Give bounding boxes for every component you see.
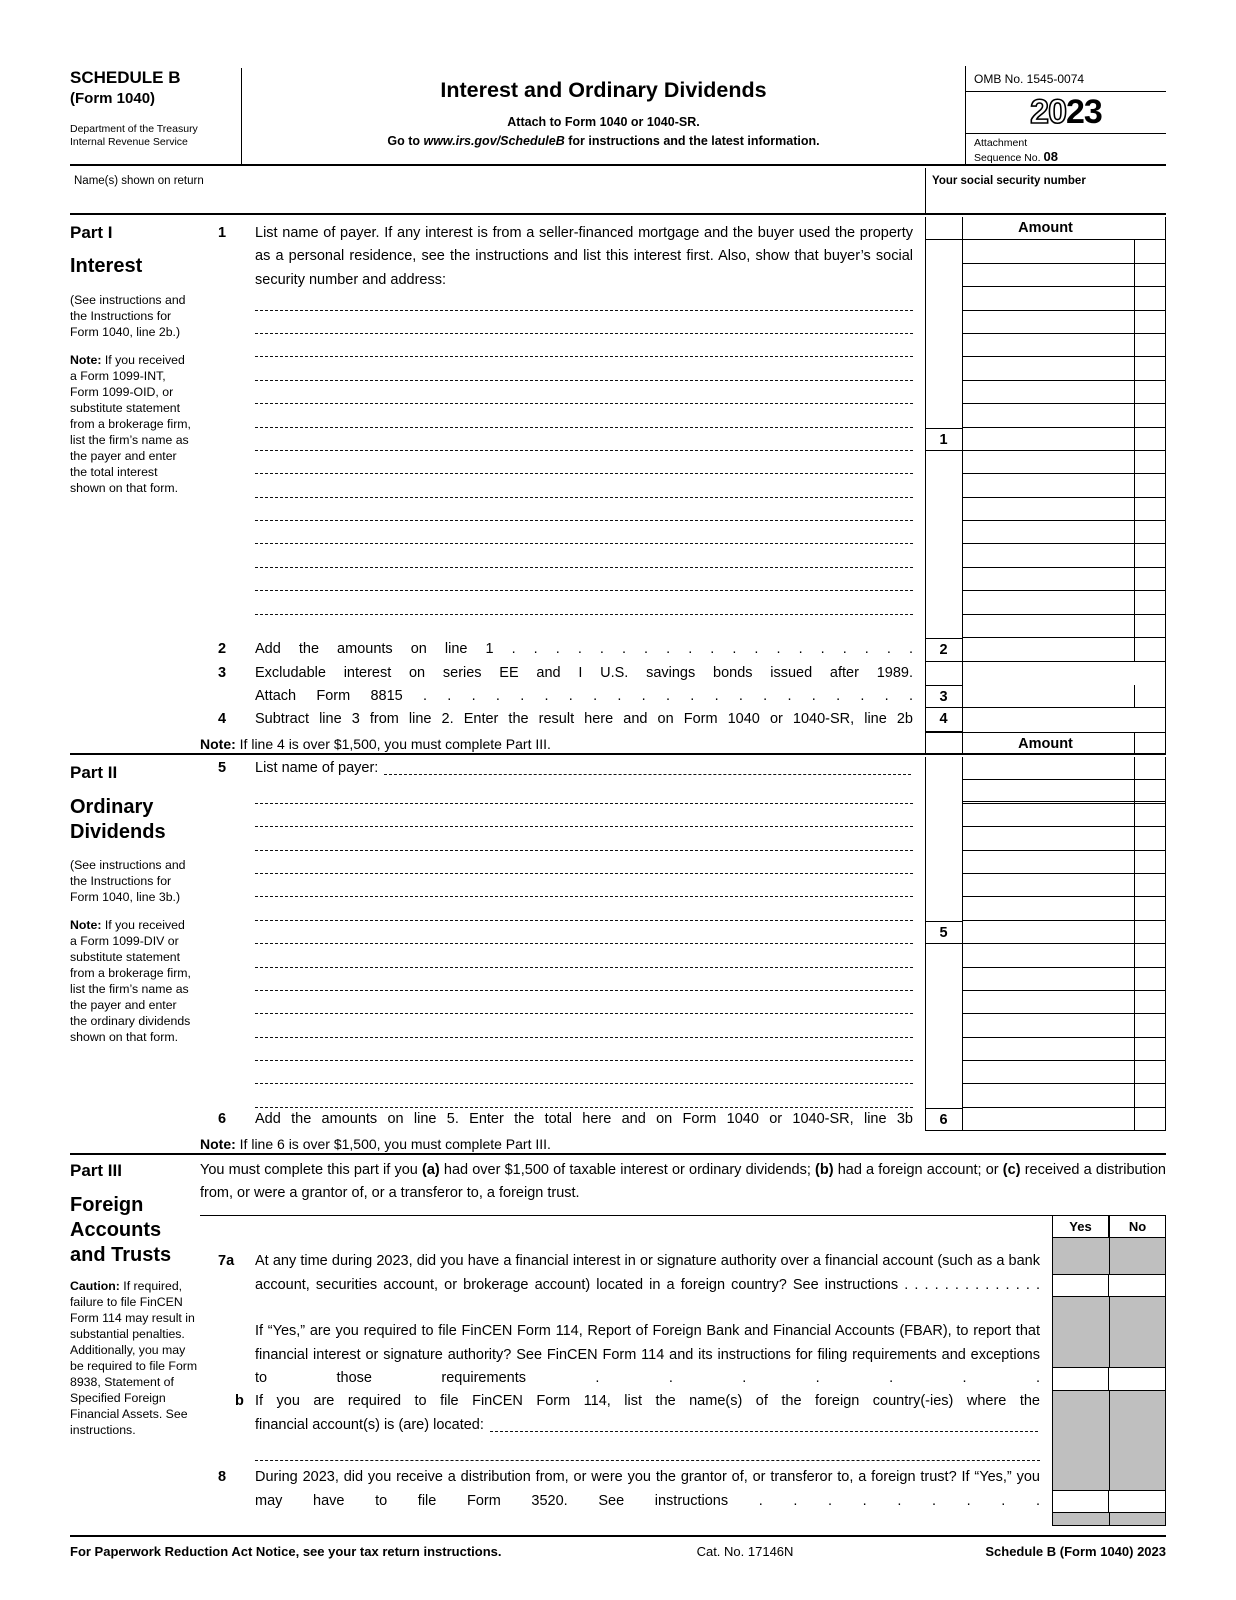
part1-payer-entry-line[interactable] xyxy=(255,474,913,497)
line3-text xyxy=(255,662,913,709)
line6-text: Add the amounts on line 5. Enter the total here and on Form 1040 or 1040-SR, line 3b xyxy=(255,1111,913,1127)
goto-suffix: for instructions and the latest information. xyxy=(564,134,820,148)
part2-payer-entry-line[interactable] xyxy=(255,1061,913,1084)
question-7a-row xyxy=(218,1250,1166,1297)
line1-amount-cell[interactable] xyxy=(962,615,1166,638)
question-8-text: During 2023, did you receive a distribution from, or were you the grantor of, or transferor to, a foreign trust? If “Yes,” you may have to file Form 3520. See instructions . . . . . . . . . xyxy=(255,1469,1040,1509)
form-footer xyxy=(70,1544,1166,1564)
line5-amount-cell[interactable] xyxy=(962,827,1166,850)
part2-payer-lines xyxy=(255,780,913,1107)
line4-row xyxy=(218,708,913,731)
form-id-footer: Schedule B (Form 1040) 2023 xyxy=(985,1544,1166,1559)
part3-section xyxy=(70,1157,1166,1537)
form-title-block xyxy=(242,66,965,166)
part1-payer-entry-line[interactable] xyxy=(255,311,913,334)
part2-payer-entry-line[interactable] xyxy=(255,874,913,897)
line7a-number: 7a xyxy=(218,1253,235,1270)
part3-questions xyxy=(70,1238,1166,1526)
line1-amount-cell[interactable] xyxy=(962,474,1166,497)
amount-spacer-cell[interactable] xyxy=(962,685,1166,708)
line4-number: 4 xyxy=(218,711,227,728)
part1-payer-entry-line[interactable] xyxy=(255,521,913,544)
part2-payer-entry-line[interactable] xyxy=(255,897,913,920)
part2-payer-entry-line[interactable] xyxy=(255,921,913,944)
line3-amount-label: 3 xyxy=(925,685,962,708)
part3-caution-label: Caution: xyxy=(70,1279,120,1293)
tax-year xyxy=(966,92,1166,134)
ssn-label: Your social security number xyxy=(932,175,1086,187)
line5-amount-rows xyxy=(962,757,1166,1108)
omb-number: OMB No. 1545-0074 xyxy=(966,66,1166,92)
line1-amount-cell[interactable] xyxy=(962,381,1166,404)
q7a-yes-cell[interactable] xyxy=(1052,1274,1109,1297)
part2-payer-entry-line[interactable] xyxy=(255,1038,913,1061)
question-7b-line1: If you are required to file FinCEN Form 114, list the name(s) of the foreign country(-ies) where the xyxy=(255,1393,1040,1410)
part1-title: Interest xyxy=(70,255,143,277)
part2-payer-entry-line[interactable] xyxy=(255,804,913,827)
line1-amount-cell[interactable] xyxy=(962,521,1166,544)
part1-sidebar xyxy=(70,223,194,496)
line5-payer-entry-line[interactable] xyxy=(384,757,911,775)
line1-instructions: List name of payer. If any interest is from a seller-financed mortgage and the buyer used the property as a personal residence, see the instructions and list this interest first. Also, show that buyer’s social security number and address: xyxy=(255,225,913,288)
part1-note-label: Note: xyxy=(70,353,102,367)
line5-amount-cell[interactable] xyxy=(962,968,1166,991)
question-7a-answer-cells xyxy=(1052,1274,1166,1297)
line1-amount-cell[interactable] xyxy=(962,428,1166,451)
column-divider xyxy=(925,757,926,1131)
ssn-field[interactable] xyxy=(925,168,1166,213)
line1-amount-cell[interactable] xyxy=(962,544,1166,567)
section-divider xyxy=(200,1215,1166,1216)
part1-label: Part I xyxy=(70,223,113,242)
part3-intro-1: You must complete this part if you xyxy=(200,1162,422,1178)
part1-payer-lines xyxy=(255,287,913,614)
line3-row xyxy=(218,662,913,709)
paperwork-notice: For Paperwork Reduction Act Notice, see your tax return instructions. xyxy=(70,1544,502,1559)
line5-amount-cell[interactable] xyxy=(962,1038,1166,1061)
line1-amount-rows xyxy=(962,240,1166,638)
line1-amount-cell[interactable] xyxy=(962,357,1166,380)
line6-amount-label: 6 xyxy=(925,1108,962,1131)
line5-amount-cell[interactable] xyxy=(962,1014,1166,1037)
line8-number: 8 xyxy=(218,1469,227,1486)
part1-amount-header: Amount xyxy=(925,217,1166,240)
part2-label: Part II xyxy=(70,763,118,782)
country-entry-line-2[interactable] xyxy=(255,1437,1040,1460)
part1-line4-note-text: If line 4 is over $1,500, you must complete Part III. xyxy=(235,736,551,752)
question-7a-fincen-row xyxy=(218,1320,1166,1390)
line5-amount-cell[interactable] xyxy=(962,991,1166,1014)
q8-no-cell[interactable] xyxy=(1109,1490,1166,1513)
line2-row xyxy=(218,638,913,661)
line4-text: Subtract line 3 from line 2. Enter the result here and on Form 1040 or 1040-SR, line 2b xyxy=(255,711,913,728)
line5-amount-cell[interactable] xyxy=(962,921,1166,944)
line5-amount-cell[interactable] xyxy=(962,851,1166,874)
question-7a-fincen-answer-cells xyxy=(1052,1367,1166,1390)
part1-payer-entry-line[interactable] xyxy=(255,428,913,451)
line1-amount-cell[interactable] xyxy=(962,264,1166,287)
part1-line4-note xyxy=(200,733,551,755)
omb-year-block xyxy=(965,66,1166,166)
line5-amount-cell[interactable] xyxy=(962,874,1166,897)
question-7b-text xyxy=(255,1390,1040,1460)
line1-amount-cell[interactable] xyxy=(962,311,1166,334)
line5-amount-cell[interactable] xyxy=(962,804,1166,827)
irs-label: Internal Revenue Service xyxy=(70,136,188,148)
part2-payer-entry-line[interactable] xyxy=(255,944,913,967)
q7a-no-cell[interactable] xyxy=(1109,1274,1166,1297)
part2-payer-entry-line[interactable] xyxy=(255,827,913,850)
part1-payer-entry-line[interactable] xyxy=(255,357,913,380)
country-entry-line[interactable] xyxy=(490,1414,1038,1432)
line1-amount-cell[interactable] xyxy=(962,498,1166,521)
line5-amount-cell[interactable] xyxy=(962,944,1166,967)
no-column-header: No xyxy=(1109,1215,1166,1238)
part2-amount-header: Amount xyxy=(925,732,1166,755)
part2-note xyxy=(70,917,194,1045)
line1-amount-cell[interactable] xyxy=(962,451,1166,474)
form-number-label: (Form 1040) xyxy=(70,90,156,107)
line5-number: 5 xyxy=(218,760,227,776)
question-8-answer-cells xyxy=(1052,1490,1166,1513)
line5-text: List name of payer: xyxy=(255,760,379,776)
line2-amount-label: 2 xyxy=(925,638,962,661)
line1-amount-cell[interactable] xyxy=(962,334,1166,357)
goto-prefix: Go to xyxy=(387,134,424,148)
part3-intro-2: had over $1,500 of taxable interest or ordinary dividends; xyxy=(439,1162,816,1178)
tax-year-bold-digits: 23 xyxy=(1066,93,1102,131)
part2-payer-entry-line[interactable] xyxy=(255,851,913,874)
part3-intro-a: (a) xyxy=(422,1162,440,1178)
line6-number: 6 xyxy=(218,1111,227,1127)
line1-amount-cell[interactable] xyxy=(962,287,1166,310)
form-title: Interest and Ordinary Dividends xyxy=(440,78,767,102)
irs-schedule-b-link[interactable]: www.irs.gov/ScheduleB xyxy=(423,134,565,148)
part1-payer-entry-line[interactable] xyxy=(255,568,913,591)
line1-amount-cell[interactable] xyxy=(962,591,1166,614)
taxpayer-row xyxy=(70,168,1166,215)
question-7b-row xyxy=(218,1390,1166,1460)
name-field[interactable] xyxy=(70,168,925,213)
question-8-row xyxy=(218,1466,1166,1513)
question-7a-text: At any time during 2023, did you have a financial interest in or signature authority over a financial account (such as a bank account, securities account, or brokerage account) located in a foreign country? See instructions . . . . . . . . . . . . . . xyxy=(255,1253,1040,1293)
yes-column-header: Yes xyxy=(1052,1215,1109,1238)
part1-payer-entry-line[interactable] xyxy=(255,381,913,404)
sequence-number: 08 xyxy=(1043,149,1058,164)
line5-amount-cell[interactable] xyxy=(962,757,1166,780)
part1-see-instructions: (See instructions and the Instructions for Form 1040, line 2b.) xyxy=(70,293,186,339)
part1-payer-entry-line[interactable] xyxy=(255,591,913,614)
part2-line6-note-text: If line 6 is over $1,500, you must complete Part III. xyxy=(235,1136,551,1152)
line5-amount-cell[interactable] xyxy=(962,1061,1166,1084)
line3-text-line1: Excludable interest on series EE and I U.S. savings bonds issued after 1989. xyxy=(255,664,913,681)
attachment-label: Attachment xyxy=(974,137,1028,149)
part2-payer-entry-line[interactable] xyxy=(255,968,913,991)
part2-section xyxy=(70,757,1166,1155)
form-id-block xyxy=(70,68,242,164)
part2-line6-note xyxy=(200,1133,551,1155)
line7b-number: b xyxy=(235,1393,244,1410)
line4-amount-label: 4 xyxy=(925,708,962,731)
line5-amount-cell[interactable] xyxy=(962,897,1166,920)
line2-number: 2 xyxy=(218,641,227,658)
line5-amount-cell[interactable] xyxy=(962,780,1166,803)
part2-payer-entry-line[interactable] xyxy=(255,1014,913,1037)
question-7a-fincen-text: If “Yes,” are you required to file FinCEN Form 114, Report of Foreign Bank and Financial Accounts (FBAR), to report that financial interest or signature authority? See FinCEN Form 114 and its instructions for filing requirements and exceptions to those requirements . . . . . . . xyxy=(255,1323,1040,1387)
line5-row xyxy=(218,757,913,780)
part1-payer-entry-line[interactable] xyxy=(255,498,913,521)
part3-title: Foreign Accounts and Trusts xyxy=(70,1194,172,1266)
part3-intro xyxy=(200,1159,1166,1206)
part2-payer-entry-line[interactable] xyxy=(255,1084,913,1107)
part2-note-label: Note: xyxy=(70,918,102,932)
question-7b-line2: financial account(s) is (are) located: xyxy=(255,1416,484,1433)
question-7b-line2-row xyxy=(255,1414,1040,1437)
part1-payer-entry-line[interactable] xyxy=(255,544,913,567)
part1-payer-entry-line[interactable] xyxy=(255,287,913,310)
part3-intro-3: had a foreign account; or xyxy=(833,1162,1003,1178)
line6-amount-cell[interactable] xyxy=(962,1108,1166,1131)
name-label: Name(s) shown on return xyxy=(74,175,204,187)
part1-note xyxy=(70,352,194,496)
part3-intro-b: (b) xyxy=(815,1162,834,1178)
sequence-line xyxy=(974,150,1158,165)
part2-payer-entry-line[interactable] xyxy=(255,991,913,1014)
line2-amount-cell[interactable] xyxy=(962,638,1166,661)
line1-number: 1 xyxy=(218,225,227,241)
part3-intro-4: received a distribution from, or were a grantor of, or a transferor to, a foreign trust. xyxy=(200,1162,1166,1202)
part1-payer-entry-line[interactable] xyxy=(255,334,913,357)
form-header xyxy=(70,66,1166,166)
q7a-fincen-yes-cell[interactable] xyxy=(1052,1367,1109,1390)
part2-title: Ordinary Dividends xyxy=(70,796,166,843)
line3-number: 3 xyxy=(218,664,227,681)
q8-yes-cell[interactable] xyxy=(1052,1490,1109,1513)
part1-payer-entry-line[interactable] xyxy=(255,404,913,427)
part1-payer-entry-line[interactable] xyxy=(255,451,913,474)
line1-amount-cell[interactable] xyxy=(962,568,1166,591)
column-divider xyxy=(925,217,926,755)
treasury-label: Department of the Treasury xyxy=(70,123,198,135)
schedule-label: SCHEDULE B xyxy=(70,68,181,87)
attach-instruction: Attach to Form 1040 or 1040-SR. xyxy=(507,115,700,129)
goto-instruction xyxy=(242,134,965,148)
q7a-fincen-no-cell[interactable] xyxy=(1109,1367,1166,1390)
attachment-sequence xyxy=(966,134,1166,165)
part2-payer-entry-line[interactable] xyxy=(255,780,913,803)
catalog-number: Cat. No. 17146N xyxy=(696,1544,794,1559)
line1-amount-cell[interactable] xyxy=(962,240,1166,263)
part2-see-instructions: (See instructions and the Instructions for Form 1040, line 3b.) xyxy=(70,858,186,904)
part1-line4-note-label: Note: xyxy=(200,736,236,752)
part1-note-text: If you received a Form 1099-INT, Form 1099-OID, or substitute statement from a brokerage firm, list the firm’s name as the payer and enter the total interest shown on that form. xyxy=(70,353,191,495)
line3-text-line2: Attach Form 8815 . . . . . . . . . . . . . . . . . . . . . xyxy=(255,688,913,704)
line1-amount-label: 1 xyxy=(925,428,962,451)
line2-text: Add the amounts on line 1 . . . . . . . . . . . . . . . . . . . xyxy=(255,641,913,658)
part3-caution-text: If required, failure to file FinCEN Form 114 may result in substantial penalties. Additionally, you may be required to file Form 8938, Statement of Specified Foreign Financial Assets. See instructions. xyxy=(70,1279,198,1437)
line5-amount-cell[interactable] xyxy=(962,1084,1166,1107)
part3-label: Part III xyxy=(70,1161,122,1180)
part2-note-text: If you received a Form 1099-DIV or substitute statement from a brokerage firm, list the firm’s name as the payer and enter the ordinary dividends shown on that form. xyxy=(70,918,191,1044)
part3-intro-c: (c) xyxy=(1002,1162,1021,1178)
tax-year-outline-digits: 20 xyxy=(1030,93,1066,131)
part2-sidebar xyxy=(70,763,194,1045)
line5-amount-label: 5 xyxy=(925,921,962,944)
part2-line6-note-label: Note: xyxy=(200,1136,236,1152)
sequence-label: Sequence No. xyxy=(974,152,1041,164)
line1-amount-cell[interactable] xyxy=(962,404,1166,427)
line6-row xyxy=(218,1108,913,1131)
part1-section xyxy=(70,217,1166,755)
